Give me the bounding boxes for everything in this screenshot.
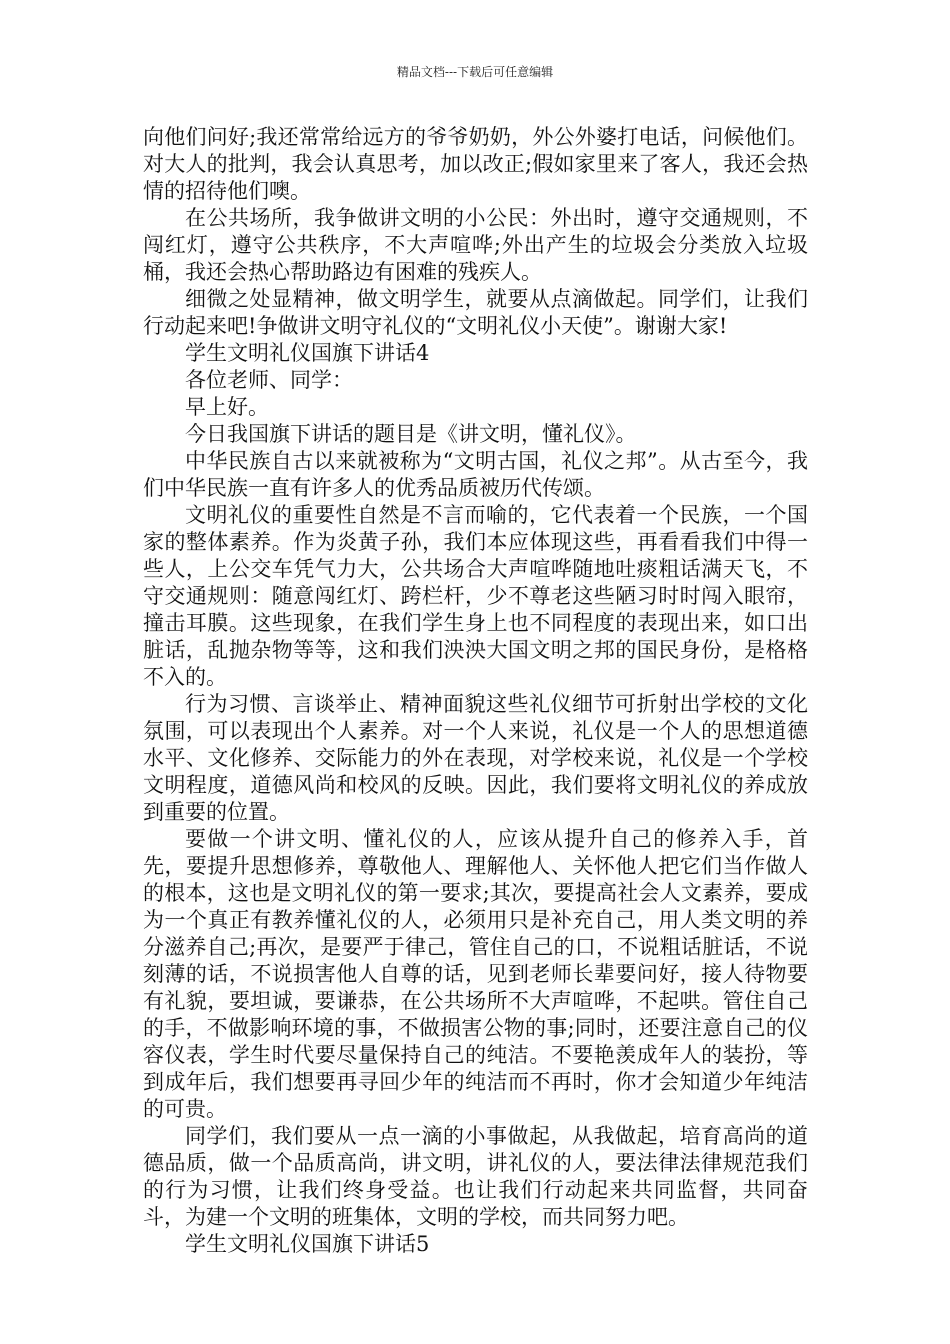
- paragraph: 行为习惯、言谈举止、精神面貌这些礼仪细节可折射出学校的文化氛围，可以表现出个人素养。对一个人来说，礼仪是一个人的思想道德水平、文化修养、交际能力的外在表现，对学校来说，礼仪是一个学校文明程度，道德风尚和校风的反映。因此，我们要将文明礼仪的养成放到重要的位置。: [143, 692, 808, 824]
- paragraph: 向他们问好;我还常常给远方的爷爷奶奶，外公外婆打电话，问候他们。对大人的批判，我会认真思考，加以改正;假如家里来了客人，我还会热情的招待他们噢。: [143, 125, 808, 203]
- paragraph: 文明礼仪的重要性自然是不言而喻的，它代表着一个民族，一个国家的整体素养。作为炎黄子孙，我们本应体现这些，再看看我们中得一些人，上公交车凭气力大，公共场合大声喧哗随地吐痰粗话满天飞，不守交通规则：随意闯红灯、跨栏杆，少不尊老这些陋习时时闯入眼帘，撞击耳膜。这些现象，在我们学生身上也不同程度的表现出来，如口出脏话，乱抛杂物等等，这和我们泱泱大国文明之邦的国民身份，是格格不入的。: [143, 503, 808, 689]
- page-header: 精品文档---下载后可任意编辑: [396, 65, 554, 79]
- paragraph: 中华民族自古以来就被称为“文明古国，礼仪之邦”。从古至今，我们中华民族一直有许多人的优秀品质被历代传颂。: [143, 449, 808, 500]
- section-heading: 学生文明礼仪国旗下讲话4: [185, 341, 430, 365]
- paragraph: 细微之处显精神，做文明学生，就要从点滴做起。同学们，让我们行动起来吧!争做讲文明守礼仪的“文明礼仪小天使”。谢谢大家!: [143, 287, 808, 338]
- salutation: 各位老师、同学：: [185, 368, 353, 392]
- section-heading: 学生文明礼仪国旗下讲话5: [185, 1232, 430, 1256]
- greeting: 早上好。: [185, 395, 269, 419]
- paragraph: 要做一个讲文明、懂礼仪的人，应该从提升自己的修养入手，首先，要提升思想修养，尊敬他人、理解他人、关怀他人把它们当作做人的根本，这也是文明礼仪的第一要求;其次，要提高社会人文素养，要成为一个真正有教养懂礼仪的人，必须用只是补充自己，用人类文明的养分滋养自己;再次，是要严于律己，管住自己的口，不说粗话脏话，不说刻薄的话，不说损害他人自尊的话，见到老师长辈要问好，接人待物要有礼貌，要坦诚，要谦恭，在公共场所不大声喧哗，不起哄。管住自己的手，不做影响环境的事，不做损害公物的事;同时，还要注意自己的仪容仪表，学生时代要尽量保持自己的纯洁。不要艳羡成年人的装扮，等到成年后，我们想要再寻回少年的纯洁而不再时，你才会知道少年纯洁的可贵。: [143, 827, 808, 1121]
- paragraph: 在公共场所，我争做讲文明的小公民：外出时，遵守交通规则，不闯红灯，遵守公共秩序，不大声喧哗;外出产生的垃圾会分类放入垃圾桶，我还会热心帮助路边有困难的残疾人。: [143, 206, 808, 284]
- document-body: [143, 124, 808, 1258]
- paragraph: 同学们，我们要从一点一滴的小事做起，从我做起，培育高尚的道德品质，做一个品质高尚，讲文明，讲礼仪的人，要法律法律规范我们的行为习惯，让我们终身受益。也让我们行动起来共同监督，共同奋斗，为建一个文明的班集体，文明的学校，而共同努力吧。: [143, 1124, 808, 1229]
- paragraph: 今日我国旗下讲话的题目是《讲文明，懂礼仪》。: [185, 422, 637, 446]
